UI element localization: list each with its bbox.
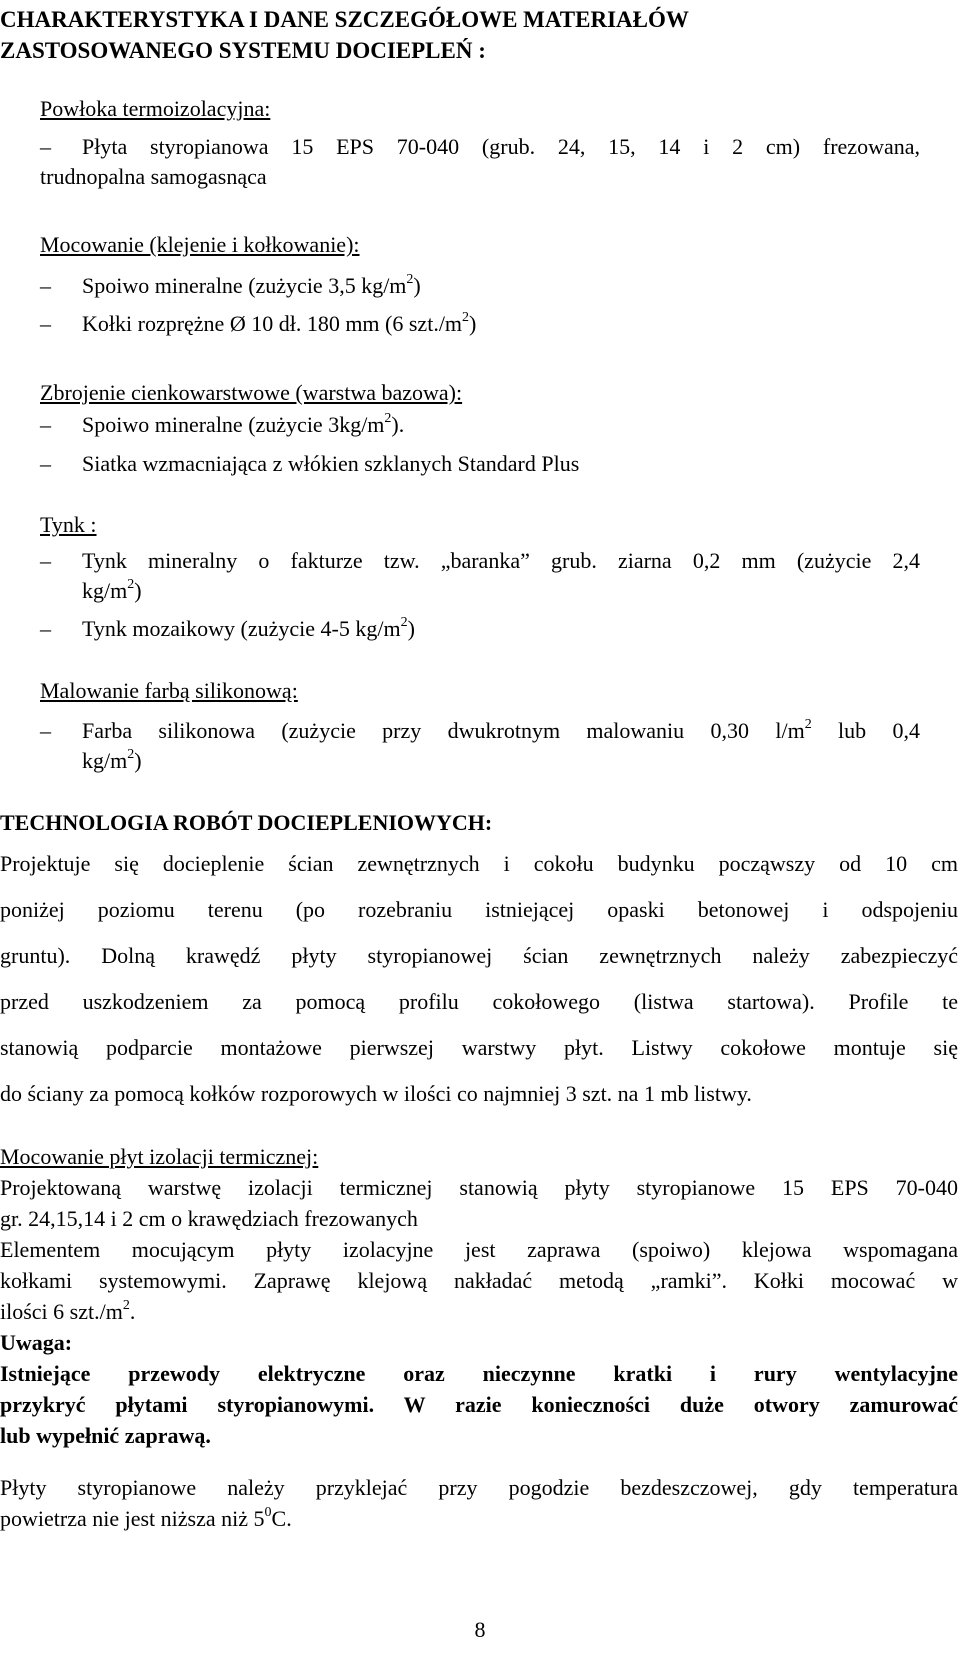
section-title: Malowanie farbą silikonową:: [40, 678, 298, 703]
list-item: – Kołki rozprężne Ø 10 dł. 180 mm (6 $szt./m^2$): [40, 309, 920, 339]
dash-marker: –: [40, 718, 51, 743]
document-heading: [0, 4, 840, 66]
page-number: 8: [474, 1617, 486, 1642]
uwaga-label: Uwaga:: [0, 1330, 73, 1355]
list-item-continuation: trudnopalna samogasnąca: [40, 164, 267, 189]
list-item: – Tynk mineralny o fakturze tzw. „baranka” grub. ziarna 0,2 mm (zużycie 2,4 $kg/m^2$): [40, 548, 920, 603]
list-item: – Spoiwo mineralne (zużycie $3kg/m^2$).: [40, 410, 920, 440]
dash-marker: –: [40, 616, 51, 641]
section-zbrojenie: [40, 378, 920, 479]
section-final: [0, 1472, 958, 1534]
paragraph: Projektuje się docieplenie ścian zewnętrznych i cokołu budynku począwszy od 10 cm poniżej poziomu terenu (po rozebraniu istniejącej opaski betonowej i odspojeniu gruntu). Dolną krawędź płyty styropianowej ścian zewnętrznych należy zabezpieczyć przed uszkodzeniem za pomocą profilu cokołowego (listwa startowa). Profile te stanowią podparcie montażowe pierwszej warstwy płyt. Listwy cokołowe montuje się do ściany za pomocą kołków rozporowych w ilości co najmniej 3 szt. na 1 mb listwy.: [0, 851, 958, 1106]
section-title: Powłoka termoizolacyjna:: [40, 96, 271, 121]
dash-marker: –: [40, 548, 51, 573]
section-title: Tynk :: [40, 512, 97, 537]
dash-marker: –: [40, 134, 51, 159]
section-title: Zbrojenie cienkowarstwowe (warstwa bazowa):: [40, 380, 463, 405]
section-title: Mocowanie (klejenie i kołkowanie):: [40, 232, 360, 257]
list-item: – Spoiwo mineralne (zużycie 3,5 $kg/m^2$): [40, 271, 920, 301]
list-item: – Płyta styropianowa 15 EPS 70-040 (grub. 24, 15, 14 i 2 cm) frezowana,: [40, 132, 920, 162]
list-item: – Farba silikonowa (zużycie przy dwukrotnym malowaniu 0,30 $l/m^2$ lub 0,4 $kg/m^2$): [40, 717, 920, 773]
section-title: TECHNOLOGIA ROBÓT DOCIEPLENIOWYCH:: [0, 810, 493, 835]
list-item: – Siatka wzmacniająca z włókien szklanych Standard Plus: [40, 449, 920, 479]
heading-line-1: CHARAKTERYSTYKA I DANE SZCZEGÓŁOWE MATERIAŁÓW: [0, 7, 689, 32]
heading-line-2: ZASTOSOWANEGO SYSTEMU DOCIEPLEŃ :: [0, 38, 486, 63]
dash-marker: –: [40, 311, 51, 336]
paragraph: Płyty styropianowe należy przyklejać przy pogodzie bezdeszczowej, gdy temperatura powietrza nie jest niższa niż $5^0C$.: [0, 1475, 958, 1531]
dash-marker: –: [40, 273, 51, 298]
section-mocowanie-plyt: [0, 1141, 958, 1451]
section-title: Mocowanie płyt izolacji termicznej:: [0, 1144, 319, 1169]
section-powloka: [40, 94, 920, 192]
paragraph: Mocowanie płyt izolacji termicznej: Projektowaną warstwę izolacji termicznej stanowią płyty styropianowe 15 EPS 70-040 gr. 24,15,14 i 2 cm o krawędziach frezowanych Elementem mocującym płyty izolacyjne jest zaprawa (spoiwo) klejowa wspomagana kołkami systemowymi. Zaprawę klejową nakładać metodą „ramki”. Kołki mocować w ilości 6 $szt./m^2$. Uwaga: Istniejące przewody elektryczne oraz nieczynne kratki i rury wentylacyjne przykryć płytami styropianowymi. W razie konieczności duże otwory zamurować lub wypełnić zaprawą.: [0, 1141, 958, 1451]
section-tynk: [40, 510, 920, 644]
section-technologia: [0, 808, 958, 1117]
section-malowanie: [40, 676, 920, 776]
list-item: – Tynk mozaikowy (zużycie 4-5 $kg/m^2$): [40, 614, 920, 644]
dash-marker: –: [40, 412, 51, 437]
dash-marker: –: [40, 451, 51, 476]
section-mocowanie: [40, 230, 920, 339]
